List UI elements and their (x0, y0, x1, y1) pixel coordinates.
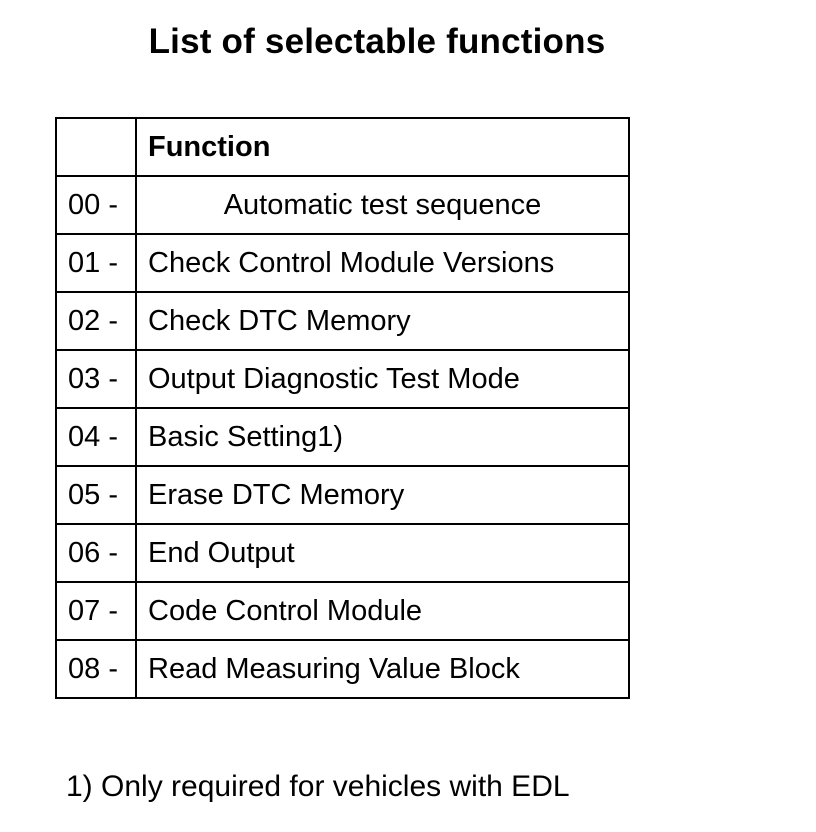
table-row (56, 292, 629, 350)
header-function: Function (136, 118, 629, 176)
table-row (56, 466, 629, 524)
table-row (56, 176, 629, 234)
table-row (56, 582, 629, 640)
function-code: 05 - (56, 466, 136, 524)
function-code: 08 - (56, 640, 136, 698)
function-code: 07 - (56, 582, 136, 640)
table-row (56, 234, 629, 292)
footnote: 1) Only required for vehicles with EDL (66, 770, 570, 803)
header-code (56, 118, 136, 176)
function-name: Erase DTC Memory (136, 466, 629, 524)
function-name: Check Control Module Versions (136, 234, 629, 292)
table-row (56, 408, 629, 466)
function-name: Automatic test sequence (136, 176, 629, 234)
function-name: Basic Setting1) (136, 408, 629, 466)
function-code: 04 - (56, 408, 136, 466)
function-code: 02 - (56, 292, 136, 350)
table-row (56, 640, 629, 698)
page-title: List of selectable functions (148, 22, 606, 61)
functions-table (55, 117, 630, 699)
function-code: 00 - (56, 176, 136, 234)
function-code: 03 - (56, 350, 136, 408)
function-name: Code Control Module (136, 582, 629, 640)
table-header-row (56, 118, 629, 176)
function-code: 01 - (56, 234, 136, 292)
table-row (56, 350, 629, 408)
function-name: Check DTC Memory (136, 292, 629, 350)
function-name: End Output (136, 524, 629, 582)
function-name: Read Measuring Value Block (136, 640, 629, 698)
function-name: Output Diagnostic Test Mode (136, 350, 629, 408)
table-row (56, 524, 629, 582)
function-code: 06 - (56, 524, 136, 582)
